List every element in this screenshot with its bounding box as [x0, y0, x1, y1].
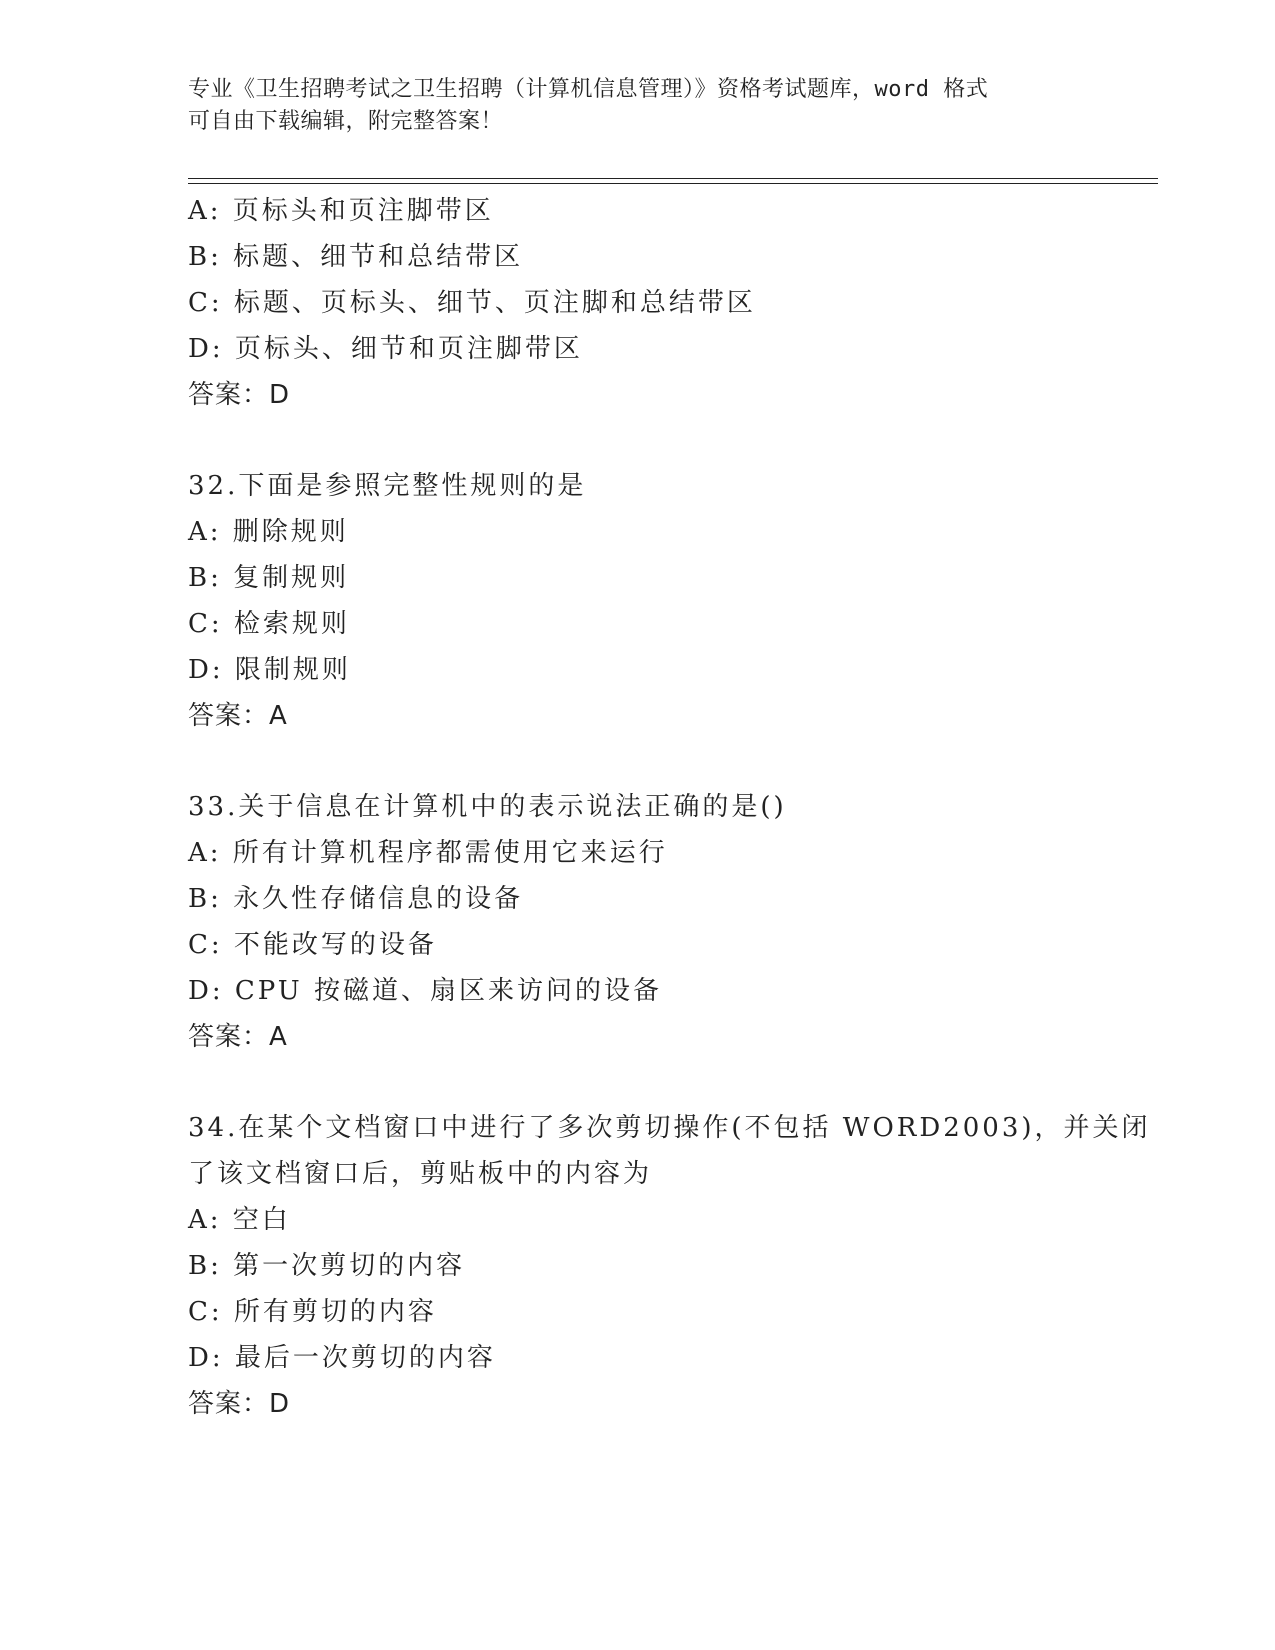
- question-text: 32.下面是参照完整性规则的是: [188, 471, 587, 501]
- header-line-1: 专业《卫生招聘考试之卫生招聘（计算机信息管理）》资格考试题库，word 格式: [188, 77, 989, 102]
- question-list: [188, 188, 1151, 1427]
- option-d: D: 最后一次剪切的内容: [188, 1343, 496, 1373]
- option-b: B: 复制规则: [188, 563, 350, 593]
- option-b: B: 第一次剪切的内容: [188, 1251, 466, 1281]
- header-divider-bottom: [188, 183, 1158, 184]
- option-d: D: 限制规则: [188, 655, 351, 685]
- option-c: C: 所有剪切的内容: [188, 1297, 437, 1327]
- question-text-line-2: 了该文档窗口后，剪贴板中的内容为: [188, 1159, 653, 1189]
- answer: 答案：D: [188, 380, 291, 410]
- option-c: C: 标题、页标头、细节、页注脚和总结带区: [188, 288, 756, 318]
- answer: 答案：A: [188, 1022, 288, 1052]
- document-header: [188, 74, 1088, 138]
- option-b: B: 标题、细节和总结带区: [188, 242, 524, 272]
- question-32: [188, 463, 1148, 739]
- option-d: D: CPU 按磁道、扇区来访问的设备: [188, 976, 662, 1006]
- header-line-2: 可自由下载编辑，附完整答案！: [188, 109, 504, 134]
- option-b: B: 永久性存储信息的设备: [188, 884, 524, 914]
- option-a: A: 空白: [188, 1205, 291, 1235]
- option-a: A: 所有计算机程序都需使用它来运行: [188, 838, 668, 868]
- option-c: C: 不能改写的设备: [188, 930, 437, 960]
- question-text-line-1: 34.在某个文档窗口中进行了多次剪切操作(不包括 WORD2003)，并关闭: [188, 1113, 1151, 1143]
- question-31: [188, 188, 1148, 418]
- question-33: [188, 784, 1148, 1060]
- answer: 答案：D: [188, 1389, 291, 1419]
- question-text: 33.关于信息在计算机中的表示说法正确的是(): [188, 792, 787, 822]
- option-a: A: 删除规则: [188, 517, 349, 547]
- question-34: [188, 1105, 1151, 1427]
- answer: 答案：A: [188, 701, 288, 731]
- header-divider-top: [188, 178, 1158, 179]
- option-c: C: 检索规则: [188, 609, 350, 639]
- option-a: A: 页标头和页注脚带区: [188, 196, 494, 226]
- option-d: D: 页标头、细节和页注脚带区: [188, 334, 583, 364]
